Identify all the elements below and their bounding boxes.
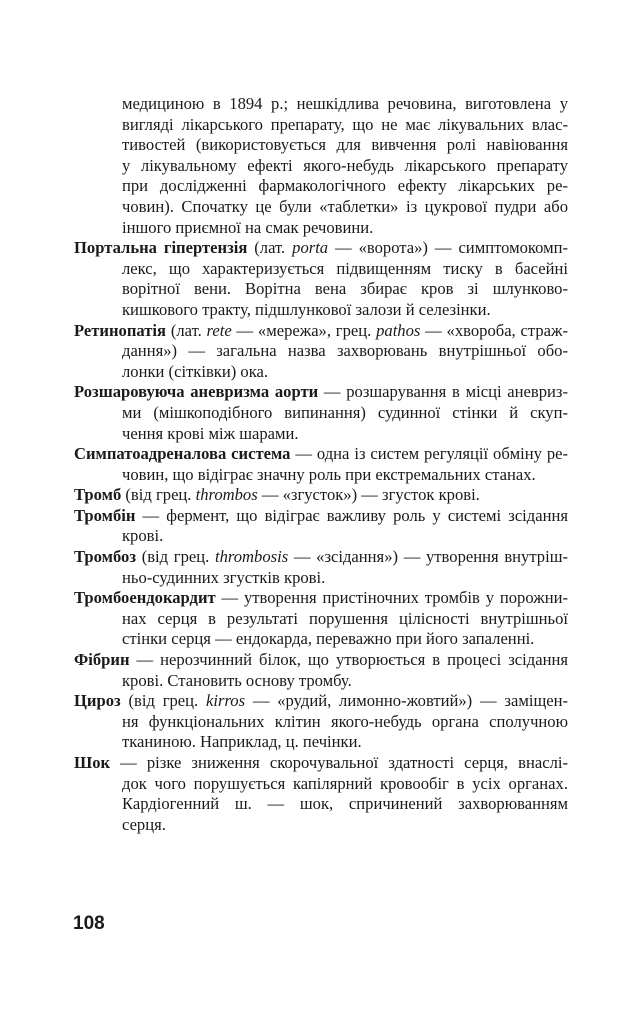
text-line: човин). Спочатку це були «таблетки» із цукрової пудри або bbox=[122, 196, 568, 216]
text-line: Кардіогенний ш. — шок, спричинений захворюванням bbox=[122, 794, 568, 814]
entry-continuation bbox=[74, 94, 568, 238]
entry-term: Цироз bbox=[74, 691, 121, 711]
text-line: чення крові між шарами. bbox=[122, 423, 299, 443]
entry-term: Тромбін bbox=[74, 505, 136, 525]
entry-term: Портальна гіпертензія bbox=[74, 238, 248, 258]
text-line: у лікувальному ефекті якого-небудь лікарського препарату bbox=[122, 155, 568, 175]
text-line: дання») — загальна назва захворювань внутрішньої обо- bbox=[122, 341, 568, 361]
text-line: ворітної вени. Ворітна вена збирає кров зі шлунково- bbox=[122, 279, 568, 299]
page-number: 108 bbox=[73, 913, 105, 934]
glossary-page bbox=[74, 94, 568, 835]
text-line: крові. bbox=[122, 526, 164, 546]
entry-fibrin: Фібрин — нерозчинний білок, що утворюється в процесі зсідання крові. Становить основу тромбу. bbox=[74, 650, 568, 690]
entry-term: Тромбоз bbox=[74, 547, 136, 567]
text-line: лонки (сітківки) ока. bbox=[122, 361, 269, 381]
text-line: тканиною. Наприклад, ц. печінки. bbox=[122, 732, 362, 752]
entry-term: Фібрин bbox=[74, 650, 130, 670]
text-line: ми (мішкоподібного випинання) судинної стінки й скуп- bbox=[122, 402, 568, 422]
text-line: док чого порушується капілярний кровообіг в усіх органах. bbox=[122, 773, 568, 793]
entry-portal-hypertension: Портальна гіпертензія (лат. porta — «ворота») — симптомокомп- лекс, що характеризується підвищенням тиску в басейні ворітної вени. Ворітна вена збирає кров зі шлунково- кишкового тракту, підшлункової залози й селезінки. bbox=[74, 238, 568, 319]
entry-sympathoadrenal-system: Симпатоадреналова система — одна із систем регуляції обміну ре- човин, що відіграє значну роль при екстремальних станах. bbox=[74, 444, 569, 484]
entry-term: Ретинопатія bbox=[74, 320, 167, 340]
entry-thromboendocarditis: Тромбоендокардит — утворення пристіночних тромбів у порожни- нах серця в результаті порушення цілісності внутрішньої стінки серця — ендокарда, переважно при його запаленні. bbox=[74, 588, 568, 649]
text-line: ньо-судинних згустків крові. bbox=[122, 567, 326, 587]
entry-aortic-dissection: Розшаровуюча аневризма аорти — розшарування в місці аневриз- ми (мішкоподібного випинання) судинної стінки й скуп- чення крові між шарами. bbox=[74, 382, 568, 443]
text-line: серця. bbox=[122, 814, 166, 834]
entry-term: Симпатоадреналова система bbox=[74, 444, 291, 464]
text-line: медициною в 1894 р.; нешкідлива речовина, виготовлена у bbox=[122, 94, 568, 113]
entry-thrombosis: Тромбоз (від грец. thrombosis — «зсідання») — утворення внутріш- ньо-судинних згустків крові. bbox=[74, 547, 568, 587]
entry-cirrhosis: Цироз (від грец. kirros — «рудий, лимонно-жовтий») — заміщен- ня функціональних клітин якого-небудь органа сполучною тканиною. Наприклад, ц. печінки. bbox=[74, 691, 568, 752]
entry-term: Шок bbox=[74, 753, 111, 772]
text-line: ня функціональних клітин якого-небудь органа сполучною bbox=[122, 711, 568, 731]
entry-thrombus: Тромб (від грец. thrombos — «згусток») — згусток крові. bbox=[74, 485, 480, 505]
text-line: іншого приємної на смак речовини. bbox=[122, 217, 374, 237]
text-line: при дослідженні фармакологічного ефекту лікарських ре- bbox=[122, 176, 568, 196]
text-line: кишкового тракту, підшлункової залози й селезінки. bbox=[122, 299, 491, 319]
entry-term: Розшаровуюча аневризма аорти bbox=[74, 382, 319, 402]
entry-term: Тромб bbox=[74, 485, 122, 505]
text-line: лекс, що характеризується підвищенням тиску в басейні bbox=[122, 258, 568, 278]
entry-retinopathy: Ретинопатія (лат. rete — «мережа», грец. pathos — «хвороба, страж- дання») — загальна назва захворювань внутрішньої обо- лонки (сітківки) ока. bbox=[74, 320, 568, 381]
text-line: стінки серця — ендокарда, переважно при його запаленні. bbox=[122, 629, 535, 649]
text-line: тивостей (використовується для вивчення ролі навіювання bbox=[122, 135, 568, 155]
text-line: вигляді лікарського препарату, що не має лікувальних влас- bbox=[122, 114, 568, 134]
text-line: нах серця в результаті порушення цілісності внутрішньої bbox=[122, 608, 568, 628]
entry-shock: Шок — різке зниження скорочувальної здатності серця, внаслі- док чого порушується капілярний кровообіг в усіх органах. Кардіогенний ш. — шок, спричинений захворюванням серця. bbox=[74, 753, 568, 834]
text-line: крові. Становить основу тромбу. bbox=[122, 670, 352, 690]
text-line: човин, що відіграє значну роль при екстремальних станах. bbox=[122, 464, 536, 484]
entry-thrombin: Тромбін — фермент, що відіграє важливу роль у системі зсідання крові. bbox=[74, 505, 568, 546]
entry-term: Тромбоендокардит bbox=[74, 588, 216, 608]
